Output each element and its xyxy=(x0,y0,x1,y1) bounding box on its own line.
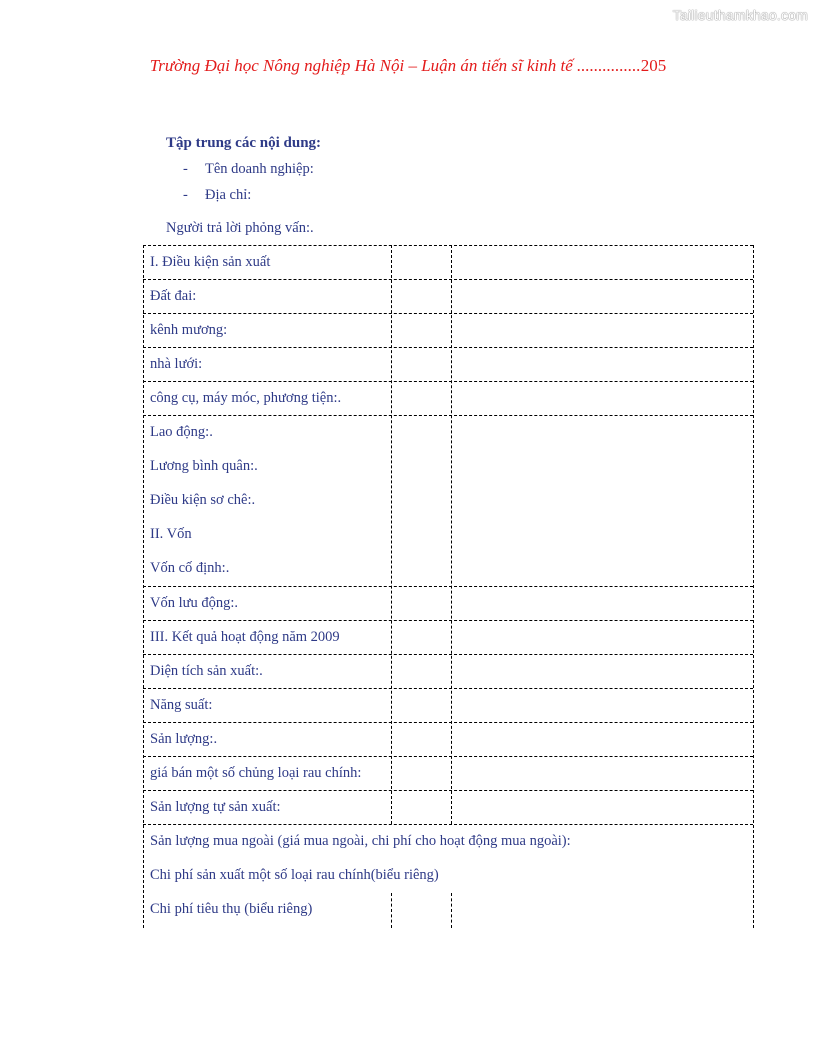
page-header xyxy=(0,56,816,76)
table-cell-label: giá bán một số chủng loại rau chính: xyxy=(150,765,362,781)
table-cell-label: Sản lượng mua ngoài (giá mua ngoài, chi phí cho hoạt động mua ngoài): xyxy=(150,833,571,849)
intro-title: Tập trung các nội dung: xyxy=(166,135,322,151)
table-cell-label: Đất đai: xyxy=(150,288,197,304)
page-number: 205 xyxy=(640,56,667,75)
table-cell-label: kênh mương: xyxy=(150,322,228,338)
table-column-divider xyxy=(391,893,392,928)
table-row-divider xyxy=(143,654,753,655)
table-row-divider xyxy=(143,347,753,348)
table-cell-label: Chi phí sản xuất một số loại rau chính(biểu riêng) xyxy=(150,867,439,883)
table-column-divider xyxy=(451,245,452,824)
table-cell-label: Điều kiện sơ chê:. xyxy=(150,492,256,508)
table-row-divider xyxy=(143,586,753,587)
bullet-label: Tên doanh nghiệp: xyxy=(205,161,314,177)
table-row-divider xyxy=(143,381,753,382)
table-row-divider xyxy=(143,688,753,689)
table-row-divider xyxy=(143,722,753,723)
table-cell-label: II. Vốn xyxy=(150,526,192,542)
table-cell-label: Sản lượng tự sản xuất: xyxy=(150,799,281,815)
bullet-address xyxy=(183,187,251,204)
bullet-label: Địa chỉ: xyxy=(205,187,252,203)
table-row-divider xyxy=(143,824,753,825)
table-cell-label: Lương bình quân:. xyxy=(150,458,258,474)
table-cell-label: công cụ, máy móc, phương tiện:. xyxy=(150,390,342,406)
table-row-divider xyxy=(143,790,753,791)
table-column-divider xyxy=(391,245,392,824)
table-column-divider xyxy=(451,893,452,928)
table-row-divider xyxy=(143,313,753,314)
table-left-border xyxy=(143,245,144,928)
watermark: Tailieuthamkhao.com xyxy=(672,7,808,23)
table-cell-label: Năng suất: xyxy=(150,697,213,713)
table-cell-label: I. Điều kiện sản xuất xyxy=(150,254,271,270)
table-row-divider xyxy=(143,756,753,757)
table-cell-label: Vốn cố định:. xyxy=(150,560,230,576)
table-cell-label: Chi phí tiêu thụ (biểu riêng) xyxy=(150,901,313,917)
table-cell-label: Vốn lưu động:. xyxy=(150,595,239,611)
header-title: Trường Đại học Nông nghiệp Hà Nội – Luận án tiến sĩ kinh tế ............... xyxy=(149,56,641,75)
table-row-divider xyxy=(143,620,753,621)
bullet-company-name xyxy=(183,161,314,178)
bullet-dash: - xyxy=(183,161,188,177)
respondent-label: Người trả lời phỏng vấn:. xyxy=(166,220,314,236)
table-cell-label: nhà lưới: xyxy=(150,356,203,372)
table-cell-label: Lao động:. xyxy=(150,424,213,440)
table-cell-label: Diện tích sản xuất:. xyxy=(150,663,263,679)
table-right-border xyxy=(753,245,754,928)
table-cell-label: Sản lượng:. xyxy=(150,731,218,747)
table-row-divider xyxy=(143,245,753,246)
bullet-dash: - xyxy=(183,187,188,203)
table-row-divider xyxy=(143,415,753,416)
survey-table xyxy=(143,245,753,928)
table-cell-label: III. Kết quả hoạt động năm 2009 xyxy=(150,629,340,645)
table-row-divider xyxy=(143,279,753,280)
